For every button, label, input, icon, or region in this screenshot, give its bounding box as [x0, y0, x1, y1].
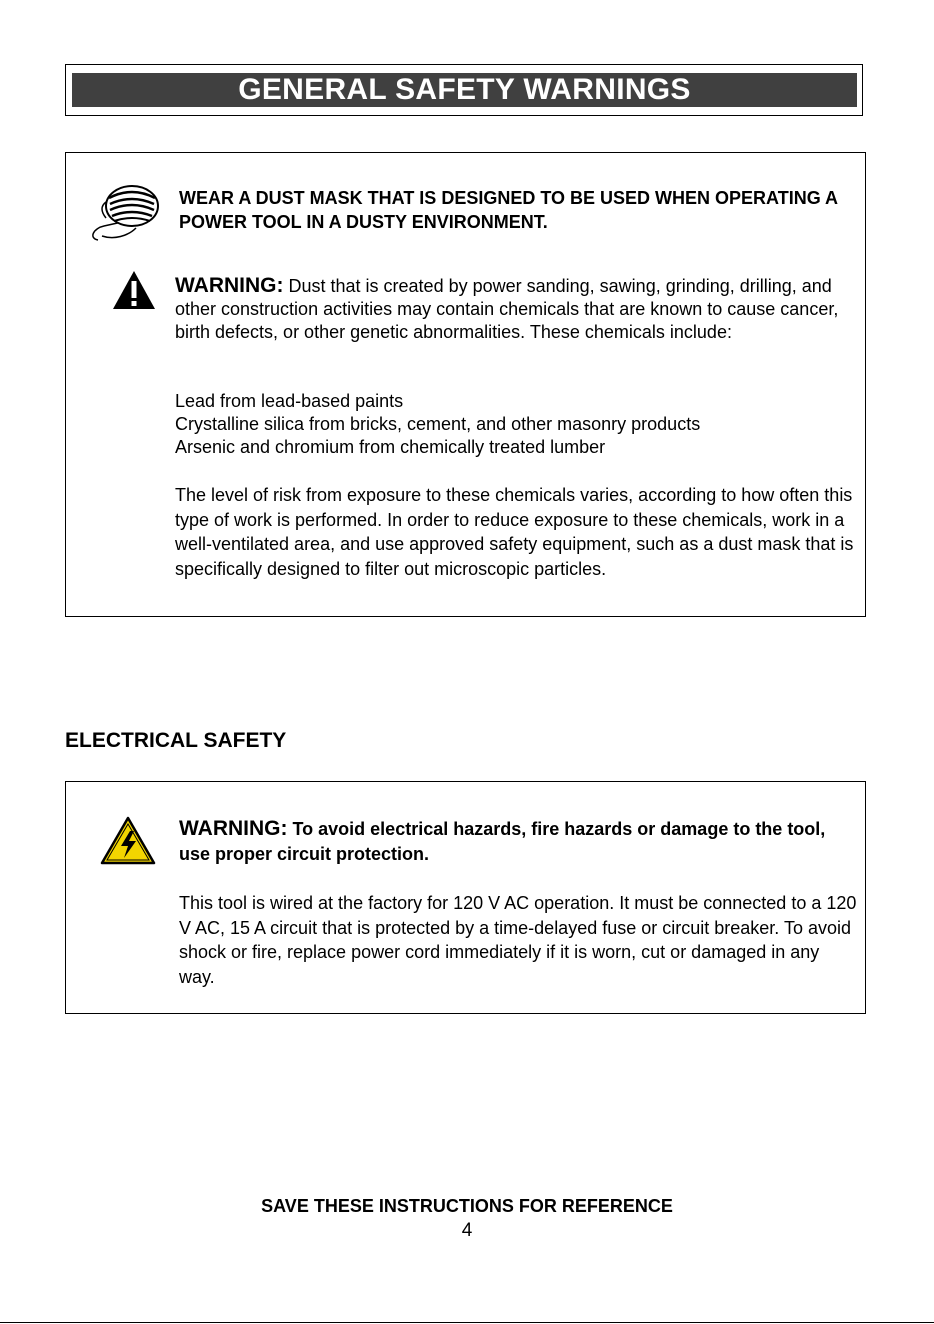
title-box	[65, 64, 863, 116]
hazard-list	[175, 390, 855, 459]
bottom-rule	[0, 1322, 934, 1323]
warning-triangle-icon	[112, 270, 156, 310]
page-number: 4	[461, 1220, 473, 1241]
list-item: Crystalline silica from bricks, cement, and other masonry products	[175, 414, 701, 434]
list-item: Lead from lead-based paints	[175, 391, 404, 411]
warning-body: To avoid electrical hazards, fire hazards or damage to the tool, use proper circuit protection.	[179, 819, 826, 864]
risk-paragraph: The level of risk from exposure to these chemicals varies, according to how often this type of work is performed. In order to reduce exposure to these chemicals, work in a well-ventilated area, and use approved safety equipment, such as a dust mask that is specifically designed to filter out microscopic particles.	[175, 485, 854, 579]
electrical-body-text: This tool is wired at the factory for 120 V AC operation. It must be connected to a 120 V AC, 15 A circuit that is protected by a time-delayed fuse or circuit breaker. To avoid shock or fire, replace power cord immediately if it is worn, cut or damaged in any way.	[179, 893, 857, 987]
electrical-warning-text	[179, 816, 859, 867]
electrical-warning-panel	[65, 781, 866, 1014]
dust-mask-icon	[84, 178, 166, 250]
list-item: Arsenic and chromium from chemically treated lumber	[175, 437, 606, 457]
dust-warning-panel	[65, 152, 866, 617]
electrical-hazard-icon	[100, 816, 156, 866]
dust-mask-heading: WEAR A DUST MASK THAT IS DESIGNED TO BE USED WHEN OPERATING A POWER TOOL IN A DUSTY ENVIRONMENT.	[179, 188, 838, 232]
electrical-safety-heading: ELECTRICAL SAFETY	[65, 729, 287, 752]
warning-body: Dust that is created by power sanding, sawing, grinding, drilling, and other construction activities may contain chemicals that are known to cause cancer, birth defects, or other genetic abnormalities. These chemicals include:	[175, 276, 839, 342]
dust-warning-text	[175, 274, 855, 344]
save-instructions-footer: SAVE THESE INSTRUCTIONS FOR REFERENCE	[261, 1196, 673, 1216]
page-title: GENERAL SAFETY WARNINGS	[72, 73, 857, 107]
warning-label: WARNING:	[175, 274, 284, 297]
warning-label: WARNING:	[179, 817, 288, 840]
